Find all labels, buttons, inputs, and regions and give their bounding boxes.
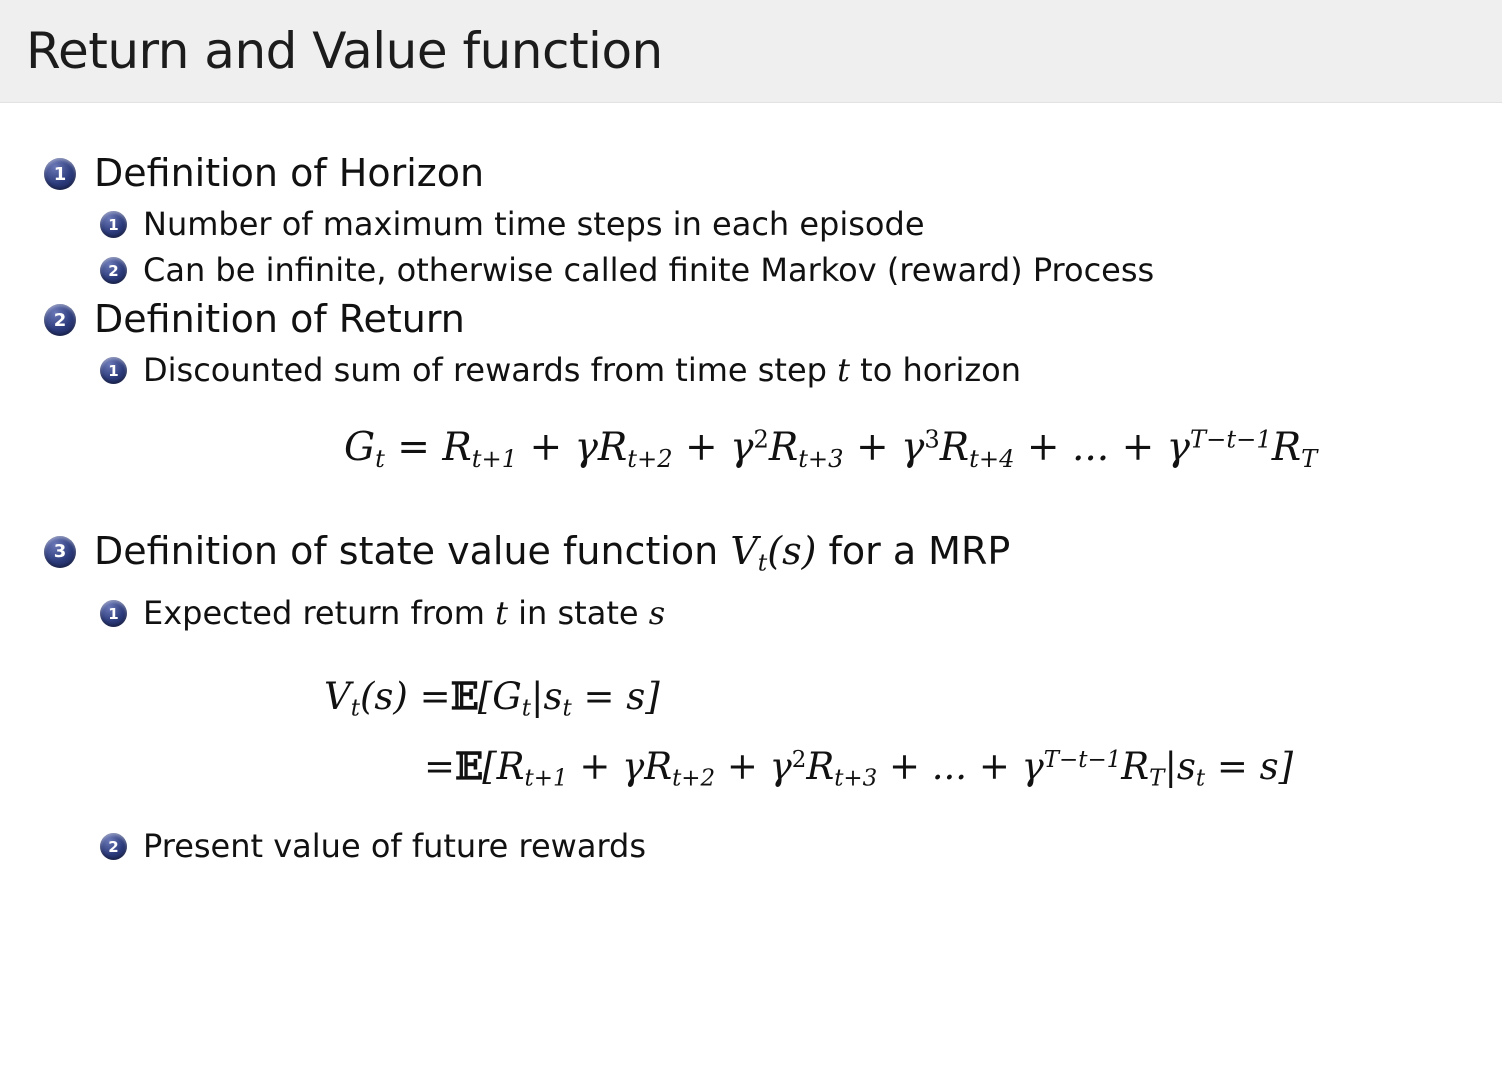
list-item-label: Discounted sum of rewards from time step t to horizon: [143, 351, 1022, 389]
sublist: [100, 825, 1472, 867]
bullet-number-icon: 3: [44, 536, 76, 568]
bullet-number-icon: 2: [100, 833, 127, 860]
bullet-number-icon: 1: [100, 357, 127, 384]
sublist: [100, 592, 1472, 634]
list-item: [100, 349, 1472, 391]
list-item-label: Can be infinite, otherwise called finite Markov (reward) Process: [143, 251, 1155, 289]
sublist: [100, 349, 1472, 391]
list-item: [44, 295, 1472, 343]
list-item: [100, 249, 1472, 291]
list-item-label: Present value of future rewards: [143, 827, 647, 866]
bullet-number-icon: 2: [44, 304, 76, 336]
list-item-label: Definition of Return: [94, 297, 465, 341]
bullet-number-icon: 1: [100, 211, 127, 238]
sublist: [100, 203, 1472, 291]
equation-value-function: [44, 674, 1472, 791]
list-item-label: Definition of Horizon: [94, 151, 485, 195]
list-item-label: Expected return from t in state s: [143, 594, 666, 633]
list-item: [100, 825, 1472, 867]
slide-title-bar: [0, 0, 1502, 103]
bullet-number-icon: 1: [100, 600, 127, 627]
list-item: [44, 149, 1472, 197]
equation-value-line-2: $=𝔼[R_{t+1} + \gamma R_{t+2} + \gamma^2R_{t+3}$ + ... + $\gamma^{T-t-1}R_T|s_t = s$]: [424, 743, 1294, 792]
slide-content: [0, 103, 1502, 867]
list-item-label: Number of maximum time steps in each episode: [143, 205, 925, 243]
list-item: [100, 203, 1472, 245]
list-item-label: Definition of state value function $V_t(s)$ for a MRP: [94, 528, 1011, 577]
bullet-number-icon: 1: [44, 158, 76, 190]
equation-value-line-1: $V_t(s)$ $=𝔼[G_t|s_t = s]$: [324, 674, 660, 722]
list-item: [100, 592, 1472, 634]
list-item: [44, 527, 1472, 587]
equation-return: $G_t = R_{t+1} + \gamma R_{t+2} + \gamma^2R_{t+3} + \gamma^3R_{t+4}$ + ... + $\gamma^{T-t-1}R_T$: [344, 425, 1318, 473]
bullet-number-icon: 2: [100, 257, 127, 284]
page-title: Return and Value function: [26, 22, 663, 80]
